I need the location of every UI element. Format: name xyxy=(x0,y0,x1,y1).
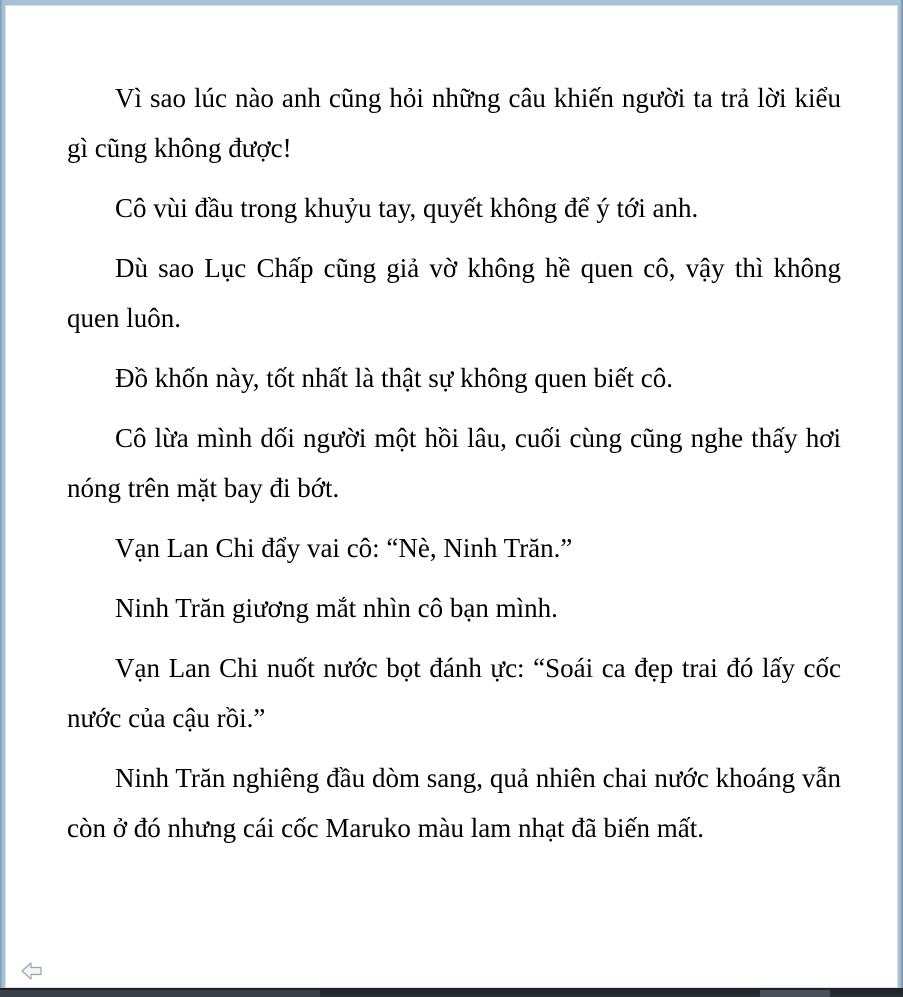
paragraph: Đồ khốn này, tốt nhất là thật sự không quen biết cô. xyxy=(115,363,674,393)
paragraph: Cô vùi đầu trong khuỷu tay, quyết không để ý tới anh. xyxy=(115,193,699,223)
paragraph: Dù sao Lục Chấp cũng giả vờ không hề quen cô, vậy thì không quen luôn. xyxy=(67,253,841,333)
back-arrow-icon[interactable] xyxy=(19,958,45,984)
document-body xyxy=(67,73,841,863)
taskbar-segment xyxy=(760,990,830,997)
paragraph: Ninh Trăn nghiêng đầu dòm sang, quả nhiên chai nước khoáng vẫn còn ở đó nhưng cái cốc Maruko màu lam nhạt đã biến mất. xyxy=(67,763,841,843)
paragraph: Ninh Trăn giương mắt nhìn cô bạn mình. xyxy=(115,593,558,623)
document-page xyxy=(5,5,898,988)
paragraph: Vạn Lan Chi nuốt nước bọt đánh ực: “Soái ca đẹp trai đó lấy cốc nước của cậu rồi.” xyxy=(67,653,841,733)
taskbar-segment xyxy=(0,990,320,997)
paragraph: Vì sao lúc nào anh cũng hỏi những câu khiến người ta trả lời kiểu gì cũng không được! xyxy=(67,83,841,163)
paragraph: Vạn Lan Chi đẩy vai cô: “Nè, Ninh Trăn.” xyxy=(115,533,573,563)
paragraph: Cô lừa mình dối người một hồi lâu, cuối cùng cũng nghe thấy hơi nóng trên mặt bay đi bớt. xyxy=(67,423,841,503)
taskbar-strip xyxy=(0,988,903,997)
